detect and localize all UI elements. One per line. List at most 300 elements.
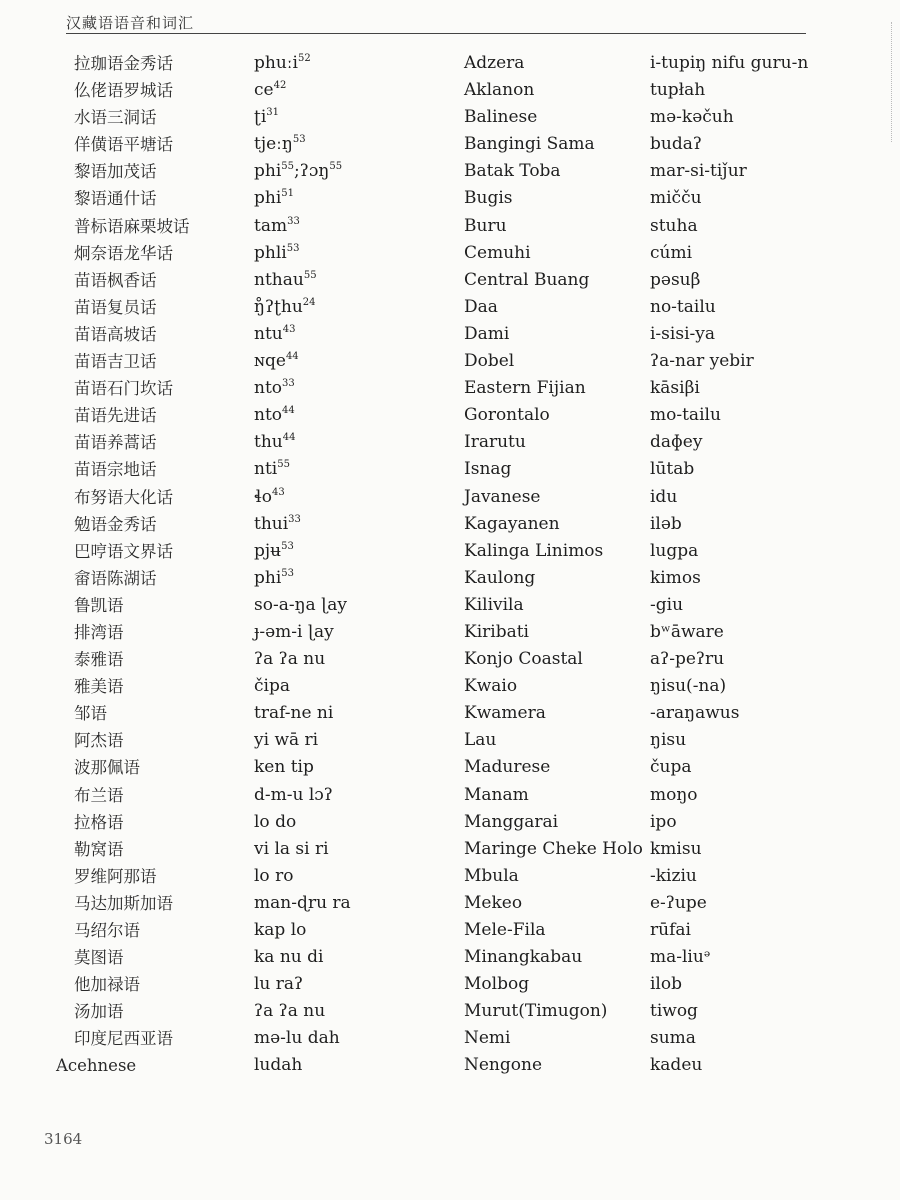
entry-text: ŋisu: [650, 730, 687, 751]
language-name-entry: [464, 158, 649, 185]
entry-text: lo ro: [254, 865, 294, 886]
language-name-entry: [464, 836, 649, 863]
language-form-entry: [650, 944, 890, 971]
language-form-entry: [650, 429, 890, 456]
entry-text: 阿杰语: [74, 731, 124, 751]
entry-text: 勒窝语: [74, 839, 124, 859]
language-name-entry: [464, 565, 649, 592]
language-name-entry: [464, 321, 649, 348]
entry-text: 苗语复员话: [74, 297, 157, 317]
dialect-form-entry: [254, 267, 454, 294]
dialect-name-entry: [74, 592, 244, 619]
language-form-entry: [650, 673, 890, 700]
entry-text: 泰雅语: [74, 650, 124, 670]
entry-text: ŋisu(-na): [650, 676, 727, 697]
entry-text: Kagayanen: [464, 513, 560, 534]
entry-text: 汤加语: [74, 1002, 124, 1022]
dialect-form-entry: [254, 863, 454, 890]
entry-text: thu: [254, 432, 283, 453]
entry-text: aʔ-peʔru: [650, 649, 725, 670]
dialect-form-entry: [254, 321, 454, 348]
entry-text: ɴqe: [254, 351, 286, 372]
language-form-entry: [650, 890, 890, 917]
entry-text: ilob: [650, 974, 682, 995]
entry-text: 布努语大化话: [74, 487, 173, 507]
language-form-entry: [650, 294, 890, 321]
entry-text: Nemi: [464, 1028, 511, 1049]
dialect-name-entry: [74, 511, 244, 538]
page-number: 3164: [44, 1130, 83, 1148]
entry-text: stuha: [650, 215, 698, 236]
language-form-entry: [650, 104, 890, 131]
language-name-entry: [464, 348, 649, 375]
language-name-entry: [464, 863, 649, 890]
dialect-name-entry: [56, 1052, 244, 1079]
tone-superscript: 43: [271, 486, 285, 498]
entry-text: Isnag: [464, 459, 512, 480]
dialect-form-entry: [254, 185, 454, 212]
dialect-form-entry: [254, 944, 454, 971]
entry-text: phi: [254, 161, 282, 182]
entry-text: nto: [254, 378, 283, 399]
entry-text: kimos: [650, 567, 701, 588]
entry-text: čipa: [254, 676, 290, 697]
language-form-entry: [650, 402, 890, 429]
tone-superscript: 53: [281, 540, 294, 552]
dialect-form-entry: [254, 592, 454, 619]
language-form-entry: [650, 77, 890, 104]
entry-text: 他加禄语: [74, 975, 140, 995]
entry-text: lo do: [254, 811, 297, 832]
language-form-entry: [650, 375, 890, 402]
language-form-entry: [650, 754, 890, 781]
dialect-form-entry: [254, 754, 454, 781]
entry-text: vi la si ri: [254, 838, 329, 859]
language-name-entry: [464, 267, 649, 294]
tone-superscript: 55: [277, 459, 290, 471]
tone-superscript: 53: [286, 242, 300, 254]
entry-text: kāsiβi: [650, 378, 700, 399]
dialect-form-entry: [254, 294, 454, 321]
tone-superscript: 52: [297, 53, 311, 64]
entry-text: pjʉ: [254, 540, 282, 561]
entry-text: ma-liuᵊ: [650, 947, 711, 968]
dialect-form-column: [254, 50, 454, 1080]
entry-text: Irarutu: [464, 432, 526, 453]
language-form-entry: [650, 511, 890, 538]
language-form-entry: [650, 619, 890, 646]
entry-text: Konjo Coastal: [464, 649, 583, 670]
language-form-entry: [650, 321, 890, 348]
dialect-name-entry: [74, 863, 244, 890]
tone-superscript: 31: [266, 107, 280, 119]
dialect-form-entry: [254, 402, 454, 429]
language-form-entry: [650, 1052, 890, 1079]
language-name-entry: [464, 240, 649, 267]
entry-text: tam: [254, 215, 288, 236]
entry-text: 黎语加茂话: [74, 162, 157, 182]
dialect-form-entry: [254, 836, 454, 863]
language-name-entry: [464, 131, 649, 158]
language-form-entry: [650, 917, 890, 944]
entry-text: lu raʔ: [254, 974, 304, 995]
entry-text: Mbula: [464, 865, 519, 886]
entry-text: suma: [650, 1028, 696, 1049]
dialect-name-entry: [74, 673, 244, 700]
dialect-name-entry: [74, 104, 244, 131]
dialect-form-entry: [254, 213, 454, 240]
dialect-name-entry: [74, 700, 244, 727]
tone-superscript: 33: [288, 513, 301, 525]
entry-text: phli: [254, 242, 287, 263]
entry-text: 印度尼西亚语: [74, 1029, 173, 1049]
tone-superscript: 44: [282, 432, 296, 444]
dialect-form-entry: [254, 456, 454, 483]
language-name-entry: [464, 619, 649, 646]
dialect-name-entry: [74, 50, 244, 77]
dialect-form-entry: [254, 917, 454, 944]
language-form-entry: [650, 50, 890, 77]
entry-text: Manam: [464, 784, 529, 805]
entry-text: 苗语养蒿话: [74, 433, 157, 453]
entry-text: 佯僙语平塘话: [74, 135, 173, 155]
language-form-entry: [650, 456, 890, 483]
entry-text: tiwog: [650, 1001, 698, 1022]
entry-text: kmisu: [650, 838, 702, 859]
entry-text: -kiziu: [650, 865, 697, 886]
entry-text: ken tip: [254, 757, 314, 778]
entry-text: 普标语麻栗坡话: [74, 216, 190, 236]
entry-text: d-m-u lɔʔ: [254, 784, 333, 805]
language-form-entry: [650, 727, 890, 754]
entry-text: ɬo: [254, 486, 272, 507]
dialect-name-entry: [74, 348, 244, 375]
language-form-entry: [650, 348, 890, 375]
language-name-entry: [464, 782, 649, 809]
dialect-name-entry: [74, 484, 244, 511]
entry-text: 苗语枫香话: [74, 270, 157, 290]
entry-text: yi wā ri: [254, 730, 319, 751]
dialect-form-entry: [254, 565, 454, 592]
entry-text: ʔa ʔa nu: [254, 649, 326, 670]
entry-text: -giu: [650, 594, 684, 615]
dialect-name-entry: [74, 538, 244, 565]
language-form-entry: [650, 1025, 890, 1052]
entry-text: Kwaio: [464, 676, 518, 697]
entry-text: tupłah: [650, 80, 706, 101]
language-form-entry: [650, 971, 890, 998]
entry-text: 罗维阿那语: [74, 866, 157, 886]
tone-superscript: 43: [282, 323, 296, 335]
entry-text: Buru: [464, 215, 507, 236]
entry-text: nti: [254, 459, 278, 480]
language-name-entry: [464, 185, 649, 212]
language-form-entry: [650, 185, 890, 212]
running-header: 汉藏语语音和词汇: [66, 14, 195, 32]
entry-text: no-tailu: [650, 296, 716, 317]
entry-text: Dobel: [464, 351, 515, 372]
dialect-form-entry: [254, 700, 454, 727]
language-form-entry: [650, 565, 890, 592]
entry-text: traf-ne ni: [254, 703, 334, 724]
dialect-form-entry: [254, 809, 454, 836]
entry-text: 畲语陈湖话: [74, 568, 157, 588]
entry-text: phi: [254, 567, 282, 588]
language-name-entry: [464, 511, 649, 538]
entry-text: Gorontalo: [464, 405, 550, 426]
dialect-form-entry: [254, 50, 454, 77]
language-name-entry: [464, 1025, 649, 1052]
entry-text: 仫佬语罗城话: [74, 81, 173, 101]
entry-text: e-ʔupe: [650, 892, 707, 913]
entry-text: Daa: [464, 296, 498, 317]
dialect-form-entry: [254, 646, 454, 673]
dialect-name-entry: [74, 998, 244, 1025]
margin-mark: [891, 22, 892, 142]
entry-text: ipo: [650, 811, 677, 832]
language-name-entry: [464, 700, 649, 727]
entry-text: ludah: [254, 1055, 303, 1076]
dialect-form-entry: [254, 971, 454, 998]
language-name-entry: [464, 917, 649, 944]
entry-text: 莫图语: [74, 948, 124, 968]
dialect-name-entry: [74, 944, 244, 971]
entry-text: iləb: [650, 513, 682, 534]
tone-superscript: 33: [287, 215, 300, 227]
entry-text: Adzera: [464, 53, 525, 73]
entry-text: daɸey: [650, 432, 703, 453]
dialect-form-entry: [254, 727, 454, 754]
dialect-name-entry: [74, 754, 244, 781]
entry-text: Dami: [464, 323, 510, 344]
entry-text: Central Buang: [464, 269, 590, 290]
language-name-entry: [464, 77, 649, 104]
dialect-name-entry: [74, 782, 244, 809]
language-form-entry: [650, 998, 890, 1025]
entry-text: ɟ-əm-i ɭay: [254, 621, 334, 642]
entry-text: Balinese: [464, 107, 538, 128]
entry-text: 马绍尔语: [74, 921, 140, 940]
entry-text: thui: [254, 513, 289, 534]
entry-text: 拉格语: [74, 812, 124, 832]
entry-text: Batak Toba: [464, 161, 561, 182]
language-form-entry: [650, 240, 890, 267]
entry-text: 巴哼语文界话: [74, 541, 173, 561]
entry-text: Cemuhi: [464, 242, 531, 263]
dialect-name-entry: [74, 267, 244, 294]
entry-text: Bugis: [464, 188, 513, 209]
entry-text: moŋo: [650, 784, 698, 805]
entry-text: Kaulong: [464, 567, 536, 588]
language-name-entry: [464, 484, 649, 511]
language-name-entry: [464, 646, 649, 673]
entry-text: 邹语: [74, 704, 107, 724]
entry-text: ka nu di: [254, 947, 324, 968]
entry-text: Mekeo: [464, 892, 523, 913]
dialect-name-entry: [74, 402, 244, 429]
language-name-entry: [464, 1052, 649, 1079]
entry-text: Kilivila: [464, 594, 524, 615]
dialect-name-entry: [74, 375, 244, 402]
entry-text: Aklanon: [464, 80, 535, 101]
language-name-entry: [464, 727, 649, 754]
entry-text: rūfai: [650, 920, 691, 940]
entry-text: man-ɖru ra: [254, 892, 351, 913]
language-form-entry: [650, 592, 890, 619]
tone-superscript: 51: [281, 188, 295, 200]
entry-text: Bangingi Sama: [464, 134, 595, 155]
dialect-name-entry: [74, 619, 244, 646]
entry-text: Kiribati: [464, 621, 529, 642]
entry-text: čupa: [650, 757, 692, 778]
dialect-name-entry: [74, 240, 244, 267]
entry-text: mo-tailu: [650, 405, 721, 426]
entry-text: mə-lu dah: [254, 1028, 340, 1049]
language-name-entry: [464, 456, 649, 483]
entry-text: 苗语高坡话: [74, 324, 157, 344]
entry-text: 马达加斯加语: [74, 893, 173, 913]
entry-text: Murut(Timugon): [464, 1001, 608, 1022]
entry-text: mar-si-tiǰur: [650, 161, 747, 182]
language-name-entry: [464, 673, 649, 700]
dialect-form-entry: [254, 538, 454, 565]
entry-text: Eastern Fijian: [464, 378, 586, 399]
language-form-entry: [650, 267, 890, 294]
entry-text: idu: [650, 486, 678, 507]
entry-text: i-tupiŋ nifu guru-n: [650, 53, 809, 73]
language-form-entry: [650, 863, 890, 890]
language-name-entry: [464, 944, 649, 971]
entry-text: mičču: [650, 188, 702, 209]
entry-text: Madurese: [464, 757, 551, 778]
tone-superscript: 44: [285, 351, 299, 363]
dialect-name-entry: [74, 429, 244, 456]
entry-text: 拉珈语金秀话: [74, 54, 173, 73]
tone-superscript: 33: [282, 378, 295, 390]
entry-text: Javanese: [464, 486, 541, 507]
entry-text: 雅美语: [74, 677, 124, 697]
dialect-form-entry: [254, 782, 454, 809]
dialect-name-entry: [74, 131, 244, 158]
entry-text: kadeu: [650, 1055, 703, 1076]
language-form-entry: [650, 782, 890, 809]
tone-superscript: 53: [292, 134, 306, 146]
dialect-name-entry: [74, 727, 244, 754]
entry-text: nto: [254, 405, 283, 426]
entry-text: i-sisi-ya: [650, 323, 715, 344]
entry-text: 苗语宗地话: [74, 460, 157, 480]
dialect-name-entry: [74, 158, 244, 185]
entry-text: ʔa ʔa nu: [254, 1001, 326, 1022]
dialect-form-entry: [254, 158, 454, 185]
dialect-form-entry: [254, 348, 454, 375]
dialect-form-entry: [254, 131, 454, 158]
language-name-entry: [464, 294, 649, 321]
dialect-form-entry: [254, 890, 454, 917]
entry-text: so-a-ŋa ɭay: [254, 594, 347, 615]
entry-text: tjeːŋ: [254, 134, 293, 155]
entry-text: Minangkabau: [464, 947, 583, 968]
dialect-form-entry: [254, 240, 454, 267]
entry-text: 苗语先进话: [74, 406, 157, 426]
entry-text: 排湾语: [74, 622, 124, 642]
tone-superscript: 44: [282, 405, 295, 417]
entry-text: phi: [254, 188, 282, 209]
language-form-entry: [650, 836, 890, 863]
entry-text: ntu: [254, 323, 283, 344]
entry-text: 水语三洞话: [74, 108, 157, 128]
tone-superscript: 55: [329, 161, 343, 173]
entry-text: 勉语金秀话: [74, 514, 157, 534]
language-name-entry: [464, 213, 649, 240]
entry-text: pəsuβ: [650, 269, 701, 290]
entry-text: 波那佩语: [74, 758, 140, 778]
language-name-entry: [464, 971, 649, 998]
entry-text: 黎语通什话: [74, 189, 157, 209]
dialect-name-entry: [74, 321, 244, 348]
tone-superscript: 55: [303, 269, 317, 281]
language-name-entry: [464, 402, 649, 429]
dialect-name-entry: [74, 836, 244, 863]
tone-superscript: 42: [273, 80, 287, 92]
entry-text: Maringe Cheke Holo: [464, 838, 643, 859]
language-form-entry: [650, 646, 890, 673]
dialect-name-entry: [74, 294, 244, 321]
entry-text: bʷāware: [650, 621, 724, 642]
entry-text: Kalinga Linimos: [464, 540, 604, 561]
dialect-form-entry: [254, 998, 454, 1025]
language-form-entry: [650, 700, 890, 727]
entry-text: 苗语石门坎话: [74, 379, 173, 399]
language-form-entry: [650, 131, 890, 158]
language-name-entry: [464, 809, 649, 836]
tone-superscript: 53: [281, 567, 295, 579]
dialect-name-entry: [74, 646, 244, 673]
dialect-name-entry: [74, 213, 244, 240]
entry-text: 布兰语: [74, 785, 124, 805]
entry-text: cúmi: [650, 242, 693, 263]
entry-text: phuːi: [254, 53, 298, 73]
dialect-name-entry: [74, 456, 244, 483]
language-name-entry: [464, 754, 649, 781]
entry-text: kap lo: [254, 920, 307, 940]
entry-text: Molbog: [464, 974, 530, 995]
language-name-entry: [464, 104, 649, 131]
dialect-name-entry: [74, 809, 244, 836]
dialect-name-entry: [74, 971, 244, 998]
entry-text: Manggarai: [464, 811, 559, 832]
dialect-form-entry: [254, 511, 454, 538]
entry-text: 炯奈语龙华话: [74, 243, 173, 263]
entry-text: mə-kəčuh: [650, 107, 734, 128]
dialect-name-entry: [74, 565, 244, 592]
dialect-form-entry: [254, 1052, 454, 1079]
dialect-form-entry: [254, 673, 454, 700]
dialect-name-entry: [74, 890, 244, 917]
tone-superscript: 24: [302, 296, 316, 308]
entry-text: Acehnese: [56, 1056, 137, 1076]
entry-text: ce: [254, 80, 274, 101]
entry-text: ʈi: [254, 107, 267, 128]
language-name-column: [464, 50, 649, 1080]
language-form-column: [650, 50, 890, 1080]
language-name-entry: [464, 375, 649, 402]
entry-text: Nengone: [464, 1055, 543, 1076]
language-form-entry: [650, 809, 890, 836]
language-name-entry: [464, 998, 649, 1025]
language-name-entry: [464, 890, 649, 917]
entry-text: lugpa: [650, 540, 699, 561]
